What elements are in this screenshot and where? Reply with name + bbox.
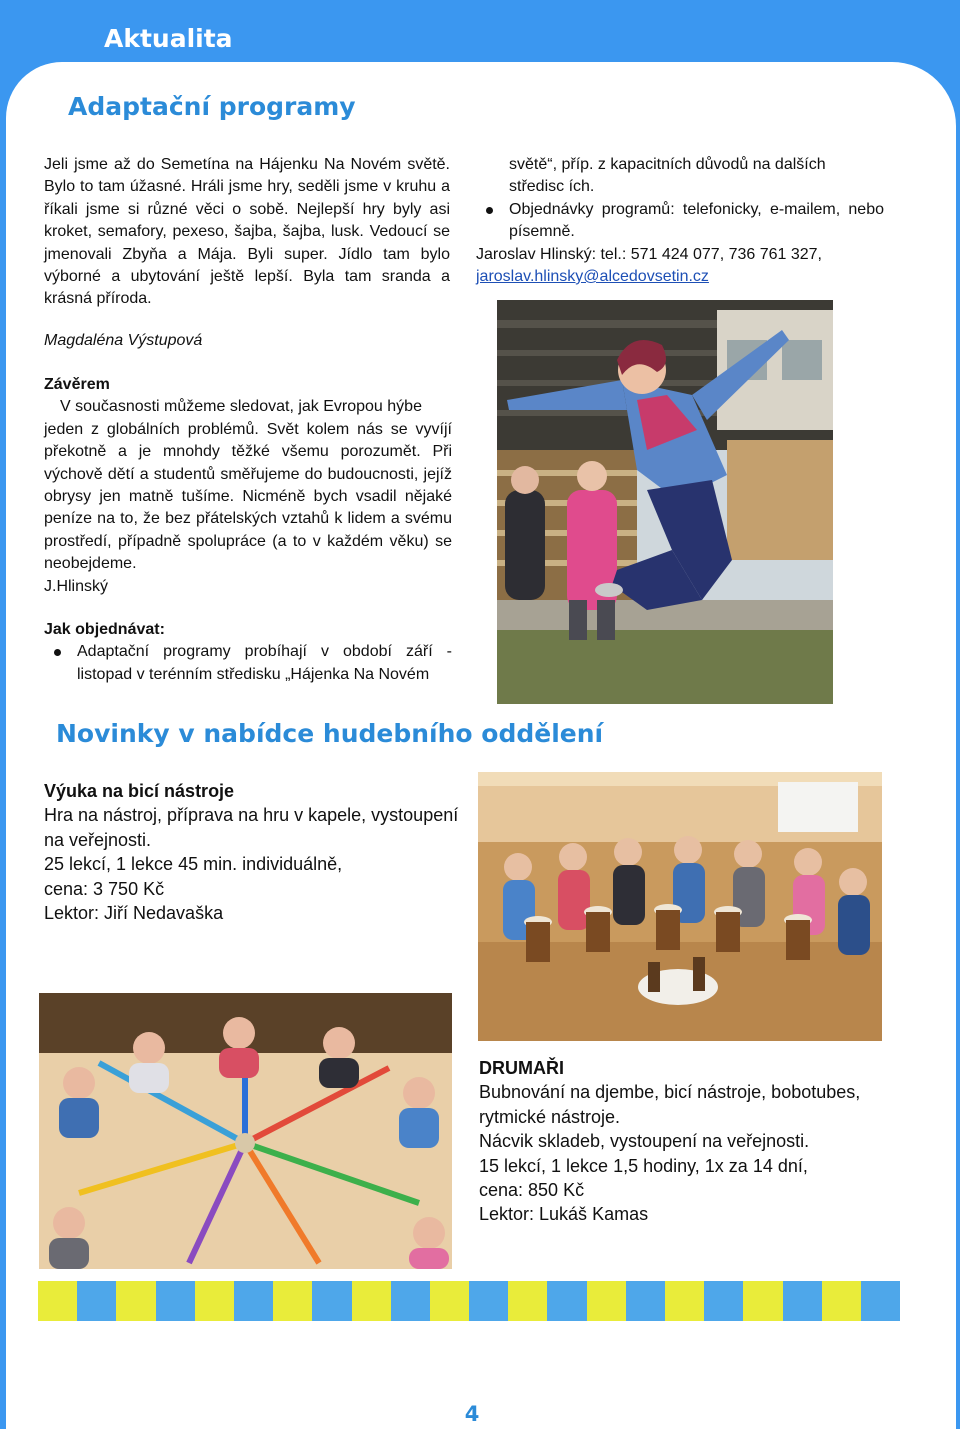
order-continuation-block [476, 154, 884, 288]
course-drumari-schedule: 15 lekcí, 1 lekce 1,5 hodiny, 1x za 14 dní, [479, 1155, 808, 1176]
stripe-segment [469, 1281, 508, 1321]
stripe-segment [77, 1281, 116, 1321]
section-title: Aktualita [104, 24, 233, 53]
conclusion-block [44, 374, 452, 598]
order-heading: Jak objednávat: [44, 621, 165, 638]
stripe-segment [391, 1281, 430, 1321]
course-drumari-practice: Nácvik skladeb, vystoupení na veřejnosti. [479, 1131, 810, 1152]
course-drums-block [44, 779, 464, 925]
page-number: 4 [464, 1402, 480, 1426]
order-list [44, 641, 452, 686]
article-title-music: Novinky v nabídce hudebního oddělení [56, 719, 604, 748]
course-drumari-description: Bubnování na djembe, bicí nástroje, bobotubes, rytmické nástroje. [479, 1082, 861, 1127]
course-drums-description: Hra na nástroj, příprava na hru v kapele, vystoupení na veřejnosti. [44, 805, 459, 850]
course-drumari-heading: DRUMAŘI [479, 1058, 564, 1078]
conclusion-body: jeden z globálních problémů. Svět kolem nás se vyvíjí překotně a je mnohdy těžké všemu porozumět. Při výchově dětí a studentů směřujeme do budoucnosti, jejíž obrysy jen matně tušíme. Nicméně bych vsadil nějaké peníze na to, že bez přátelských vztahů k lidem a svému prostředí, případně spolupráce (a to v každém věku) se neobejdeme. [44, 420, 452, 573]
contact-phone: Jaroslav Hlinský: tel.: 571 424 077, 736 761 327, [476, 245, 822, 263]
conclusion-heading: Závěrem [44, 376, 110, 393]
stripe-segment [430, 1281, 469, 1321]
stripe-segment [116, 1281, 155, 1321]
course-drums-lector: Lektor: Jiří Nedavaška [44, 903, 224, 924]
course-drums-heading: Výuka na bicí nástroje [44, 781, 235, 801]
stripe-segment [822, 1281, 861, 1321]
decorative-stripe [38, 1281, 900, 1321]
article-author: Magdaléna Výstupová [44, 332, 203, 349]
stripe-segment [234, 1281, 273, 1321]
course-drums-schedule: 25 lekcí, 1 lekce 45 min. individuálně, [44, 854, 343, 875]
stripe-segment [352, 1281, 391, 1321]
order-item-period: Adaptační programy probíhají v období září - listopad v terénním středisku „Hájenka Na Novém [44, 641, 452, 686]
stripe-segment [195, 1281, 234, 1321]
stripe-segment [704, 1281, 743, 1321]
course-drumari-block [479, 1056, 899, 1227]
stripe-segment [587, 1281, 626, 1321]
stripe-segment [783, 1281, 822, 1321]
stripe-segment [547, 1281, 586, 1321]
course-drumari-lector: Lektor: Lukáš Kamas [479, 1204, 649, 1225]
order-block [44, 619, 452, 686]
stripe-segment [508, 1281, 547, 1321]
conclusion-signature: J.Hlinský [44, 577, 109, 595]
order-list-continued [476, 199, 884, 244]
stripe-segment [156, 1281, 195, 1321]
order-item-contact-methods: Objednávky programů: telefonicky, e-mailem, nebo písemně. [476, 199, 884, 244]
photo-jumping-girl [497, 300, 833, 704]
article-title-adaptation: Adaptační programy [68, 92, 356, 121]
stripe-segment [38, 1281, 77, 1321]
stripe-segment [861, 1281, 900, 1321]
course-drums-price: cena: 3 750 Kč [44, 878, 165, 899]
contact-email-link[interactable]: jaroslav.hlinsky@alcedovsetin.cz [476, 268, 709, 286]
order-item-period-continued: světě“, příp. z kapacitních důvodů na dalších středisc ích. [509, 156, 826, 196]
stripe-segment [665, 1281, 704, 1321]
photo-boomwhacker-circle [39, 993, 452, 1269]
article-intro-text: Jeli jsme až do Semetína na Hájenku Na Novém světě. Bylo to tam úžasné. Hráli jsme hry, seděli jsme v kruhu a říkali jsme si různé věci o sobě. Nejlepší hry byly asi kroket, semafory, pexeso, šajba, šajba, lusk. Vedoucí se jmenovali Zbyňa a Mája. Byli super. Jídlo tam bylo výborné a ubytování ještě lepší. Byla tam sranda a krásná příroda. [44, 156, 450, 308]
course-drumari-price: cena: 850 Kč [479, 1180, 585, 1201]
stripe-segment [743, 1281, 782, 1321]
stripe-segment [626, 1281, 665, 1321]
stripe-segment [273, 1281, 312, 1321]
conclusion-first-line: V současnosti můžeme sledovat, jak Evropou hýbe [60, 398, 422, 416]
photo-djembe-group [478, 772, 882, 1041]
stripe-segment [312, 1281, 351, 1321]
